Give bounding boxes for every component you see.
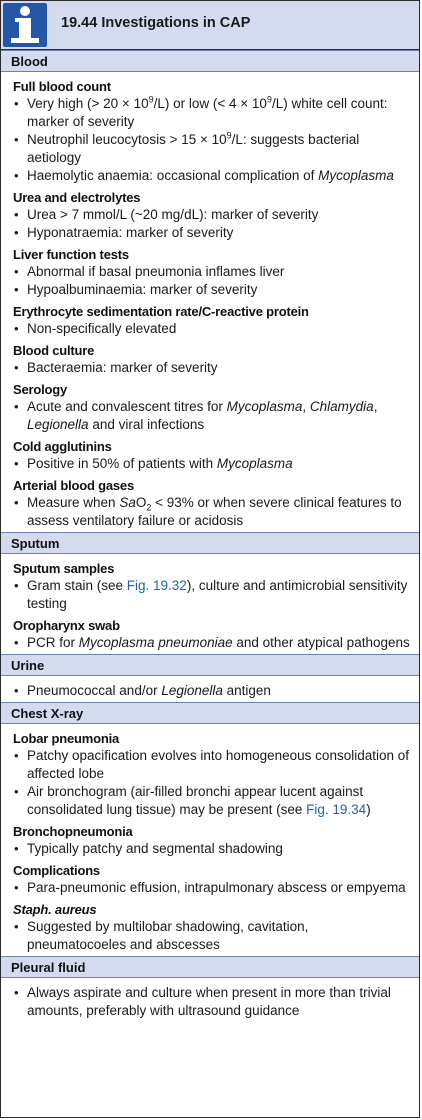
bullet-icon: •: [14, 578, 19, 593]
list-item: • Non-specifically elevated: [14, 321, 177, 336]
list-item: • Urea > 7 mmol/L (~20 mg/dL): marker of severity: [14, 207, 319, 222]
list-item: • Measure when SaO$_2$ < 93% or when severe clinical features to assess ventilatory failure or acidosis: [14, 495, 402, 528]
subheading: Erythrocyte sedimentation rate/C-reactive protein: [13, 304, 309, 319]
list-item: • Pneumococcal and/or Legionella antigen: [14, 683, 271, 698]
bullet-icon: •: [14, 748, 19, 763]
subheading: Cold agglutinins: [13, 439, 112, 454]
box-header: [1, 1, 420, 50]
box-title-text: Investigations in CAP: [101, 15, 251, 31]
bullet-icon: •: [14, 784, 19, 799]
bullet-icon: •: [14, 168, 19, 183]
section-body: [1, 978, 420, 1022]
list-item: • Positive in 50% of patients with Mycoplasma: [14, 456, 293, 471]
bullet-icon: •: [14, 985, 19, 1000]
bullet-icon: •: [14, 282, 19, 297]
list-item: • Suggested by multilobar shadowing, cavitation, pneumatocoeles and abscesses: [14, 919, 309, 952]
box-number: 19.44: [61, 15, 98, 31]
bullet-icon: •: [14, 399, 19, 414]
subheading: Complications: [13, 863, 100, 878]
bullet-icon: •: [14, 360, 19, 375]
bullet-icon: •: [14, 635, 19, 650]
bullet-icon: •: [14, 207, 19, 222]
subheading: Oropharynx swab: [13, 618, 120, 633]
subheading: Liver function tests: [13, 247, 129, 262]
section-body: [1, 72, 420, 532]
section-body: [1, 554, 420, 654]
subheading: Serology: [13, 382, 68, 397]
list-item: • Gram stain (see Fig. 19.32), culture and antimicrobial sensitivity testing: [14, 578, 408, 611]
bullet-icon: •: [14, 495, 19, 510]
subheading: Urea and electrolytes: [13, 190, 141, 205]
bullet-icon: •: [14, 841, 19, 856]
list-item: • Acute and convalescent titres for Mycoplasma, Chlamydia, Legionella and viral infections: [14, 399, 378, 432]
list-item: • Very high (> $20 \times 10^9/L$) or low (< $4 \times 10^9/L$) white cell count: marker of severity: [14, 94, 388, 129]
subheading: Sputum samples: [13, 561, 115, 576]
section-heading: Chest X-ray: [1, 702, 420, 724]
subheading: Full blood count: [13, 79, 111, 94]
bullet-icon: •: [14, 919, 19, 934]
box-content: [1, 50, 420, 1022]
subheading: Lobar pneumonia: [13, 731, 120, 746]
list-item: • Hyponatraemia: marker of severity: [14, 225, 234, 240]
subheading: Bronchopneumonia: [13, 824, 133, 839]
list-item: • Patchy opacification evolves into homogeneous consolidation of affected lobe: [14, 748, 409, 781]
bullet-icon: •: [14, 880, 19, 895]
list-item: • Always aspirate and culture when present in more than trivial amounts, preferably with ultrasound guidance: [14, 985, 391, 1018]
list-item: • PCR for Mycoplasma pneumoniae and other atypical pathogens: [14, 635, 410, 650]
section-body: [1, 676, 420, 702]
list-item: • Air bronchogram (air-filled bronchi appear lucent against consolidated lung tissue) may be present (see Fig. 19.34): [14, 784, 371, 817]
bullet-icon: •: [14, 96, 19, 111]
list-item: • Bacteraemia: marker of severity: [14, 360, 218, 375]
bullet-icon: •: [14, 132, 19, 147]
subheading: Staph. aureus: [13, 902, 97, 917]
info-i-icon: [3, 3, 47, 47]
list-item: • Haemolytic anaemia: occasional complication of Mycoplasma: [14, 168, 394, 183]
bullet-icon: •: [14, 456, 19, 471]
list-item: • Neutrophil leucocytosis > $15 \times 10^9/L$: suggests bacterial aetiology: [14, 130, 360, 165]
subheading: Blood culture: [13, 343, 95, 358]
section-heading: Sputum: [1, 532, 420, 554]
list-item: • Abnormal if basal pneumonia inflames liver: [14, 264, 285, 279]
box-title: [61, 15, 250, 31]
bullet-icon: •: [14, 321, 19, 336]
list-item: • Typically patchy and segmental shadowing: [14, 841, 283, 856]
section-heading: Pleural fluid: [1, 956, 420, 978]
subheading: Arterial blood gases: [13, 478, 134, 493]
bullet-icon: •: [14, 264, 19, 279]
bullet-icon: •: [14, 683, 19, 698]
list-item: • Para-pneumonic effusion, intrapulmonary abscess or empyema: [14, 880, 406, 895]
section-heading: Urine: [1, 654, 420, 676]
section-heading: Blood: [1, 50, 420, 72]
section-body: [1, 724, 420, 956]
bullet-icon: •: [14, 225, 19, 240]
list-item: • Hypoalbuminaemia: marker of severity: [14, 282, 258, 297]
